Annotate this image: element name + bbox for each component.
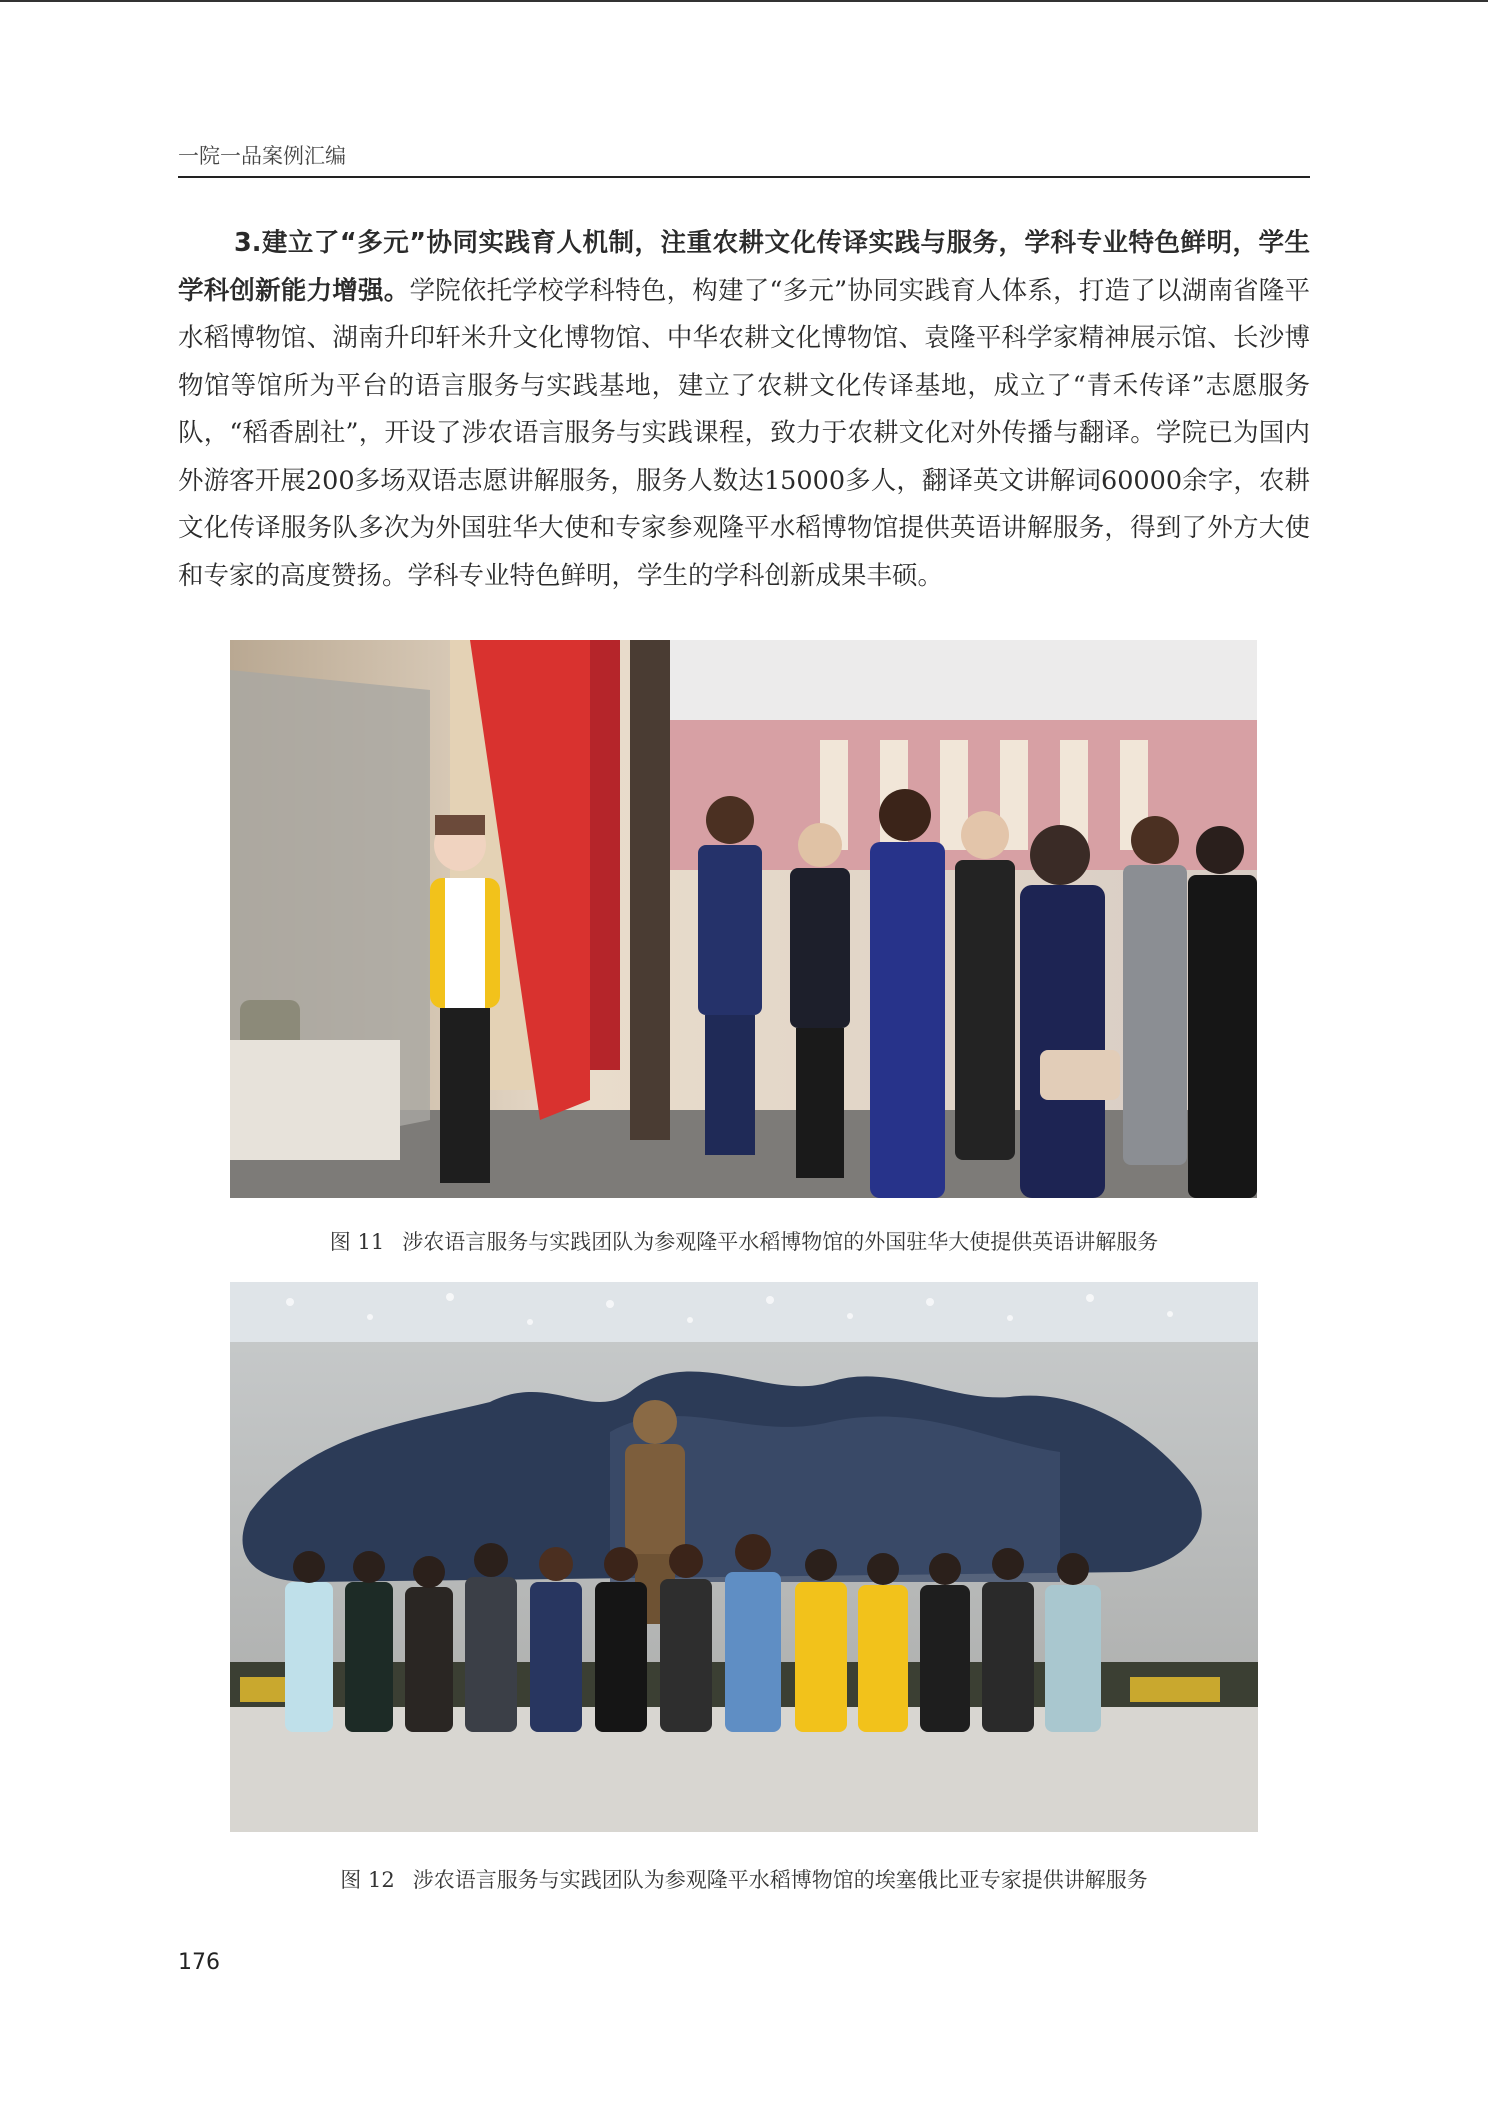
top-border [0,0,1488,2]
body-paragraph [178,220,1310,600]
figure-12-text: 涉农语言服务与实践团队为参观隆平水稻博物馆的埃塞俄比亚专家提供讲解服务 [412,1868,1148,1892]
group-photo-illustration [230,1282,1258,1832]
figure-11-caption [178,1226,1310,1256]
figure-11-photo [230,640,1257,1198]
figure-12-caption [178,1864,1310,1894]
running-header: 一院一品案例汇编 [178,140,1310,178]
figure-12-label: 图 12 [340,1868,395,1892]
figure-11-text: 涉农语言服务与实践团队为参观隆平水稻博物馆的外国驻华大使提供英语讲解服务 [402,1230,1159,1254]
paragraph-lead: 3.建立了“多元”协同实践育人机制，注重农耕文化传译实践与服务，学科专业特色鲜明，学生学科创新能力增强。 [178,228,1310,306]
paragraph-body: 学院依托学校学科特色，构建了“多元”协同实践育人体系，打造了以湖南省隆平水稻博物馆、湖南升印轩米升文化博物馆、中华农耕文化博物馆、袁隆平科学家精神展示馆、长沙博物馆等馆所为平台的语言服务与实践基地，建立了农耕文化传译基地，成立了“青禾传译”志愿服务队，“稻香剧社”，开设了涉农语言服务与实践课程，致力于农耕文化对外传播与翻译。学院已为国内外游客开展200多场双语志愿讲解服务，服务人数达15000多人，翻译英文讲解词60000余字，农耕文化传译服务队多次为外国驻华大使和专家参观隆平水稻博物馆提供英语讲解服务，得到了外方大使和专家的高度赞扬。学科专业特色鲜明，学生的学科创新成果丰硕。 [178,275,1310,591]
figure-11-label: 图 11 [329,1230,385,1254]
museum-tour-illustration [230,640,1257,1198]
figure-12-photo [230,1282,1258,1832]
page-number: 176 [178,1950,220,1975]
